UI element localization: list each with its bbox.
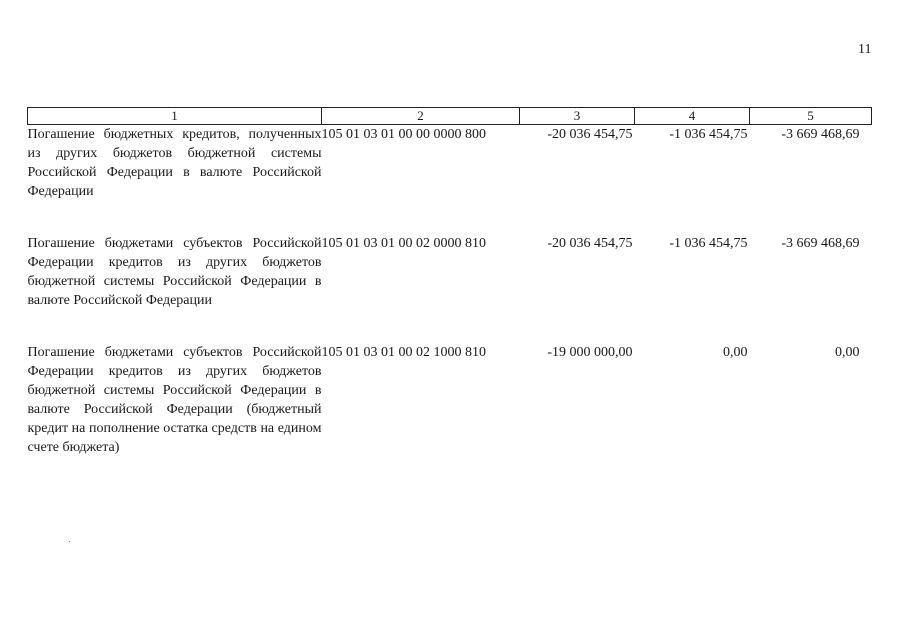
row-value-col5: -3 669 468,69: [781, 127, 860, 142]
row-value-col3: -20 036 454,75: [547, 236, 633, 251]
row-value-col4: 0,00: [723, 345, 748, 360]
column-header-2: 2: [322, 108, 520, 125]
budget-table: [27, 107, 872, 463]
column-header-5: 5: [750, 108, 872, 125]
row-value-col4: -1 036 454,75: [669, 236, 748, 251]
table-row: [28, 234, 872, 343]
row-description: Погашение бюджетами субъектов Российской Федерации кредитов из других бюджетов бюджетной системы Российской Федерации в валюте Российской Федерации: [27, 236, 322, 308]
table-row: [28, 125, 872, 235]
row-description: Погашение бюджетных кредитов, полученных из других бюджетов бюджетной системы Российской Федерации в валюте Российской Федерации: [27, 127, 322, 199]
row-budget-code: 105 01 03 01 00 02 1000 810: [321, 345, 486, 360]
page-number: 11: [858, 42, 872, 57]
column-header-4: 4: [635, 108, 750, 125]
scan-speck: [69, 541, 70, 542]
row-description: Погашение бюджетами субъектов Российской Федерации кредитов из других бюджетов бюджетной системы Российской Федерации в валюте Российской Федерации (бюджетный кредит на пополнение остатка средств на едином счете бюджета): [27, 345, 322, 455]
column-header-3: 3: [520, 108, 635, 125]
row-value-col5: -3 669 468,69: [781, 236, 860, 251]
row-value-col3: -19 000 000,00: [547, 345, 633, 360]
table-row: [28, 343, 872, 463]
row-budget-code: 105 01 03 01 00 02 0000 810: [321, 236, 486, 251]
row-value-col5: 0,00: [835, 345, 860, 360]
row-budget-code: 105 01 03 01 00 00 0000 800: [321, 127, 486, 142]
column-header-1: 1: [28, 108, 322, 125]
row-value-col3: -20 036 454,75: [547, 127, 633, 142]
table-header-row: [28, 108, 872, 125]
row-value-col4: -1 036 454,75: [669, 127, 748, 142]
